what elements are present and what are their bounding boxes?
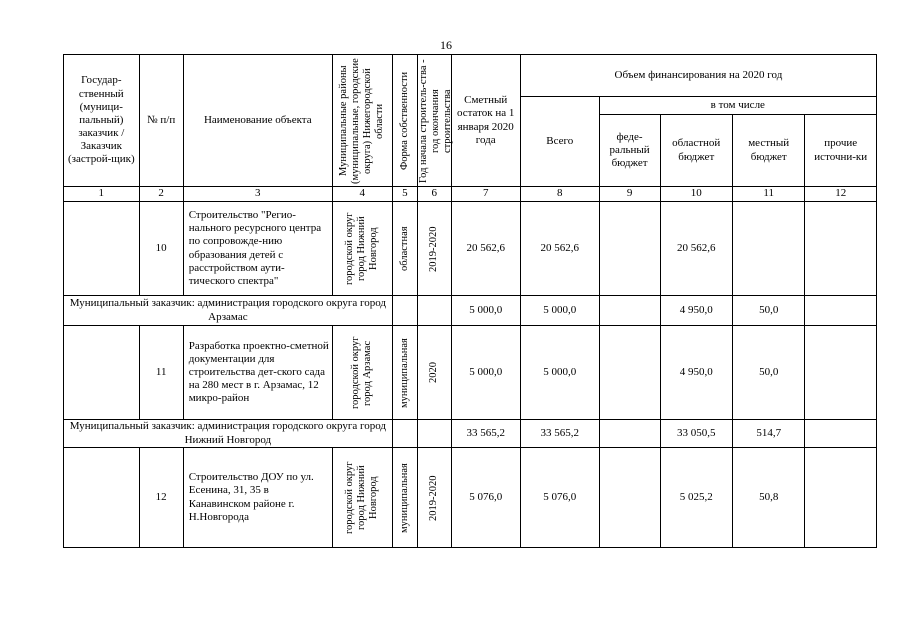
estimate: 33 565,2 <box>451 420 520 448</box>
row-no: 12 <box>139 448 183 548</box>
ownership: областная <box>392 202 417 296</box>
regional: 4 950,0 <box>660 296 732 326</box>
ownership: муниципальная <box>392 448 417 548</box>
estimate: 20 562,6 <box>451 202 520 296</box>
header-federal: феде-ральный бюджет <box>599 115 660 187</box>
table-row <box>64 202 877 296</box>
municipality: городской округ город Нижний Новгород <box>332 448 392 548</box>
local: 514,7 <box>732 420 804 448</box>
estimate: 5 000,0 <box>451 296 520 326</box>
column-number: 4 <box>332 187 392 202</box>
header-object-name: Наименование объекта <box>183 55 332 187</box>
other <box>805 202 877 296</box>
header-regional: областной бюджет <box>660 115 732 187</box>
years: 2019-2020 <box>417 202 451 296</box>
total: 5 000,0 <box>520 296 599 326</box>
total: 5 000,0 <box>520 326 599 420</box>
customer-row <box>64 296 877 326</box>
header-municipality: Муниципальные районы (муниципальные, городские округа) Нижегородской области <box>332 55 392 187</box>
local: 50,0 <box>732 296 804 326</box>
years: 2019-2020 <box>417 448 451 548</box>
column-number: 1 <box>64 187 140 202</box>
row-no: 10 <box>139 202 183 296</box>
header-including: в том числе <box>599 97 876 115</box>
column-number: 5 <box>392 187 417 202</box>
federal <box>599 202 660 296</box>
column-number: 8 <box>520 187 599 202</box>
other <box>805 420 877 448</box>
total: 33 565,2 <box>520 420 599 448</box>
regional: 5 025,2 <box>660 448 732 548</box>
object-name: Строительство "Регио-нального ресурсного центра по сопровожде-нию образования детей с расстройством аути-тического спектра" <box>183 202 332 296</box>
municipality: городской округ город Нижний Новгород <box>332 202 392 296</box>
column-number: 11 <box>732 187 804 202</box>
header-years: Год начала строитель-ства - год окончания строительства <box>417 55 451 187</box>
column-number: 3 <box>183 187 332 202</box>
municipality: городской округ город Арзамас <box>332 326 392 420</box>
estimate: 5 000,0 <box>451 326 520 420</box>
column-number: 2 <box>139 187 183 202</box>
object-name: Строительство ДОУ по ул. Есенина, 31, 35 в Канавинском районе г. Н.Новгорода <box>183 448 332 548</box>
federal <box>599 448 660 548</box>
column-number: 12 <box>805 187 877 202</box>
other <box>805 326 877 420</box>
customer-label: Муниципальный заказчик: администрация городского округа город Арзамас <box>64 296 393 326</box>
header-financing: Объем финансирования на 2020 год <box>520 55 876 97</box>
column-number: 7 <box>451 187 520 202</box>
table-row <box>64 326 877 420</box>
header-local: местный бюджет <box>732 115 804 187</box>
local: 50,0 <box>732 326 804 420</box>
customer-row <box>64 420 877 448</box>
federal <box>599 296 660 326</box>
header-estimate: Сметный остаток на 1 января 2020 года <box>451 55 520 187</box>
years: 2020 <box>417 326 451 420</box>
regional: 33 050,5 <box>660 420 732 448</box>
total: 5 076,0 <box>520 448 599 548</box>
object-name: Разработка проектно-сметной документации для строительства дет-ского сада на 280 мест в г. Арзамас, 12 микро-район <box>183 326 332 420</box>
column-number: 9 <box>599 187 660 202</box>
other <box>805 448 877 548</box>
row-no: 11 <box>139 326 183 420</box>
regional: 4 950,0 <box>660 326 732 420</box>
header-ownership: Форма собственности <box>392 55 417 187</box>
column-number: 10 <box>660 187 732 202</box>
regional: 20 562,6 <box>660 202 732 296</box>
page-number: 16 <box>440 38 452 52</box>
other <box>805 296 877 326</box>
header-other: прочие источни-ки <box>805 115 877 187</box>
estimate: 5 076,0 <box>451 448 520 548</box>
header-no: № п/п <box>139 55 183 187</box>
federal <box>599 420 660 448</box>
header-customer: Государ-ственный (муници-пальный) заказчик / Заказчик (застрой-щик) <box>64 55 140 187</box>
table-row <box>64 448 877 548</box>
financing-table <box>63 54 877 548</box>
column-numbers-row <box>64 187 877 202</box>
local: 50,8 <box>732 448 804 548</box>
total: 20 562,6 <box>520 202 599 296</box>
customer-label: Муниципальный заказчик: администрация городского округа город Нижний Новгород <box>64 420 393 448</box>
column-number: 6 <box>417 187 451 202</box>
federal <box>599 326 660 420</box>
header-total: Всего <box>520 97 599 187</box>
local <box>732 202 804 296</box>
ownership: муниципальная <box>392 326 417 420</box>
